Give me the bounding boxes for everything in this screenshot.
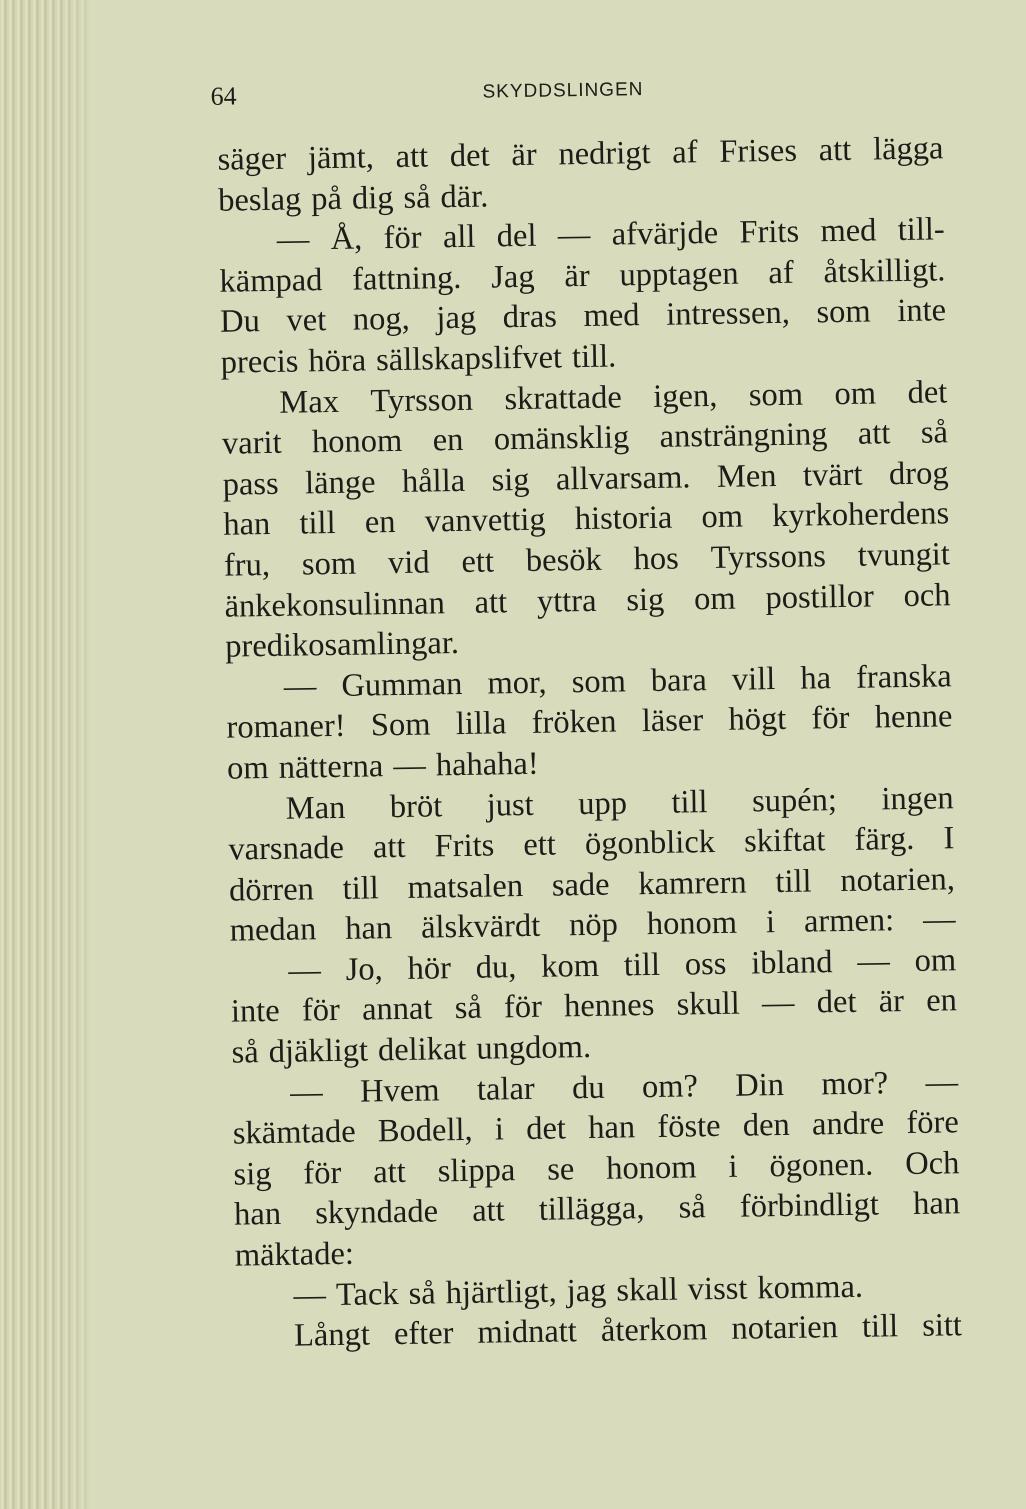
word: skall <box>616 1271 679 1309</box>
word: Din <box>734 1066 785 1104</box>
word: Gumman <box>341 665 463 704</box>
word: ett <box>461 543 495 580</box>
word: han <box>912 1185 961 1223</box>
book-page <box>200 48 982 1460</box>
word: predikosamlingar. <box>224 625 460 665</box>
word: af <box>768 254 794 291</box>
word: före <box>906 1104 960 1142</box>
word: säger <box>217 140 287 178</box>
word: — <box>761 985 795 1022</box>
word: pass <box>222 465 279 503</box>
word: ingen <box>881 779 954 817</box>
word: del <box>496 217 537 255</box>
word: ha <box>800 659 832 697</box>
word: jag <box>566 1272 607 1310</box>
word: om <box>701 498 744 536</box>
word: till <box>299 505 336 542</box>
word: delikat <box>377 1031 467 1069</box>
word: en <box>364 504 396 541</box>
page-number: 64 <box>210 81 237 111</box>
word: att <box>471 1192 505 1230</box>
word: Men <box>716 457 777 495</box>
word: återkom <box>600 1311 708 1350</box>
word: postillor <box>765 578 875 616</box>
word: så <box>920 414 949 451</box>
word: som <box>816 293 871 331</box>
word: historia <box>574 499 673 538</box>
word: att <box>372 828 406 866</box>
word: varsnade <box>228 829 345 868</box>
word: du <box>571 1069 605 1106</box>
word: — <box>288 952 322 989</box>
word: på <box>310 180 343 217</box>
word: dras <box>502 298 558 336</box>
word: hålla <box>401 462 466 500</box>
word: nog, <box>352 301 411 339</box>
word: så <box>408 1275 436 1312</box>
word: hennes <box>563 987 655 1025</box>
word: drog <box>888 455 949 492</box>
word: Å, <box>330 220 363 258</box>
word: afvärjde <box>611 215 719 253</box>
word: vill <box>731 660 776 698</box>
word: I <box>943 820 955 857</box>
word: skiftat <box>743 822 826 860</box>
word: ögonblick <box>584 824 716 863</box>
word: andre <box>811 1105 885 1143</box>
word: om <box>693 580 736 617</box>
word: talar <box>476 1070 535 1108</box>
word: att <box>857 415 891 452</box>
word: medan <box>229 911 317 949</box>
word: henne <box>874 698 953 736</box>
word: för <box>503 989 543 1026</box>
word: föste <box>657 1108 721 1146</box>
word: dörren <box>228 871 315 909</box>
word: i <box>494 1111 505 1148</box>
word: Tyrsson <box>370 381 474 419</box>
word: vet <box>286 302 327 340</box>
word: mor, <box>487 664 547 702</box>
word: till. <box>571 338 617 376</box>
word: sade <box>551 866 610 904</box>
word: är <box>878 983 905 1020</box>
word: Frises <box>719 132 798 170</box>
word: och <box>903 576 951 614</box>
word: ett <box>523 826 557 864</box>
word: — <box>283 667 317 705</box>
word: som <box>748 376 804 413</box>
word: änkekonsulinnan <box>224 584 446 625</box>
word: hjärtligt, <box>445 1273 557 1311</box>
word: djäkligt <box>268 1032 369 1071</box>
page-edge-shadow <box>60 0 120 1509</box>
word: hör <box>407 950 452 987</box>
word: — <box>922 901 956 939</box>
word: hos <box>633 540 680 578</box>
word: läser <box>641 702 704 740</box>
word: varit <box>221 424 282 462</box>
word: intressen, <box>665 295 791 334</box>
word: till <box>671 783 708 821</box>
word: beslag <box>217 181 302 219</box>
word: fröken <box>531 703 617 742</box>
word: — <box>276 221 310 259</box>
word: jag <box>436 300 477 337</box>
word: ibland <box>750 944 833 982</box>
word: tillägga, <box>538 1190 645 1229</box>
word: han <box>223 506 271 544</box>
word: att <box>395 138 429 175</box>
word: efter <box>393 1315 454 1353</box>
word: som <box>571 663 627 700</box>
word: inte <box>230 993 280 1031</box>
word: Jo, <box>345 951 383 988</box>
word: franska <box>855 657 952 696</box>
word: för <box>303 1154 342 1192</box>
word: mäktade: <box>234 1235 355 1274</box>
word: Långt <box>293 1316 371 1354</box>
word: jämt, <box>307 139 375 177</box>
word: det <box>449 137 490 175</box>
word: annat <box>361 990 433 1029</box>
word: bara <box>650 661 708 699</box>
word: sällskapslifvet <box>375 339 563 379</box>
word: — <box>293 1276 327 1314</box>
word: Max <box>279 383 340 421</box>
word: vid <box>387 544 430 582</box>
word: Frits <box>739 213 800 251</box>
word: inte <box>897 292 947 330</box>
word: allvarsam. <box>555 459 691 498</box>
word: i <box>765 904 776 941</box>
word: tvärt <box>802 456 863 494</box>
word: till <box>861 1308 899 1345</box>
word: Bodell, <box>377 1112 473 1150</box>
word: se <box>546 1151 575 1188</box>
word: mor? <box>821 1064 889 1103</box>
word: det <box>525 1110 567 1148</box>
word: förbindligt <box>739 1186 880 1226</box>
word: han <box>587 1109 636 1147</box>
word: oss <box>684 945 727 983</box>
word: — <box>289 1073 324 1111</box>
word: du, <box>475 949 517 986</box>
word: till- <box>897 211 945 249</box>
word: är <box>511 136 537 174</box>
word: för <box>301 992 341 1029</box>
word: älskvärdt <box>420 908 541 946</box>
word: nedrigt <box>558 134 651 173</box>
word: Hvem <box>359 1072 440 1110</box>
word: sig <box>626 581 665 618</box>
word: nöp <box>568 906 619 944</box>
word: Du <box>219 303 261 341</box>
word: höra <box>308 342 367 380</box>
word: om <box>834 374 877 412</box>
word: kyrkoherdens <box>771 495 950 535</box>
word: sig <box>233 1155 272 1193</box>
word: skull <box>676 986 741 1024</box>
word: Tyrssons <box>710 538 827 576</box>
word: dig <box>351 179 394 217</box>
word: hahaha! <box>435 745 539 784</box>
word: med <box>583 297 640 335</box>
word: Och <box>904 1145 960 1182</box>
word: att <box>372 1153 407 1191</box>
word: visst <box>687 1270 748 1308</box>
word: fattning. <box>351 259 462 298</box>
word: notarien, <box>840 860 956 899</box>
running-head <box>200 70 961 122</box>
word: vanvettig <box>424 501 546 540</box>
word: så <box>678 1189 706 1227</box>
word: — <box>557 217 591 254</box>
word: kamrern <box>638 864 747 902</box>
word: sig <box>491 461 530 499</box>
word: igen, <box>652 377 718 415</box>
word: omänsklig <box>493 419 630 458</box>
word: skrattade <box>504 378 623 417</box>
word: som <box>301 545 357 583</box>
word: till <box>623 946 661 984</box>
word: så <box>231 1034 259 1071</box>
word: slippa <box>437 1152 516 1190</box>
word: är <box>564 257 590 295</box>
word: honom <box>646 904 738 943</box>
word: den <box>742 1107 791 1144</box>
word: yttra <box>536 582 597 620</box>
word: för <box>811 700 850 737</box>
word: fru, <box>223 546 271 584</box>
word: så <box>454 990 483 1027</box>
word: — <box>393 747 427 784</box>
word: besök <box>525 541 602 579</box>
word: Frits <box>434 827 495 865</box>
word: till <box>775 863 812 900</box>
word: honom <box>311 423 403 461</box>
word: komma. <box>757 1268 864 1307</box>
word: det <box>816 984 857 1021</box>
word: midnatt <box>477 1313 578 1352</box>
word: tvungit <box>857 536 951 574</box>
word: sitt <box>921 1307 963 1345</box>
word: armen: <box>803 902 895 940</box>
word: ungdom. <box>476 1029 592 1067</box>
word: honom <box>605 1149 697 1187</box>
word: Som <box>370 706 431 744</box>
word: lilla <box>455 705 507 743</box>
word: just <box>486 786 534 824</box>
word: notarien <box>731 1309 839 1348</box>
word: Jag <box>490 258 535 296</box>
word: där. <box>440 178 489 215</box>
word: för <box>383 219 422 257</box>
word: — <box>857 943 891 980</box>
word: nätterna <box>278 748 384 786</box>
word: lägga <box>872 130 944 168</box>
running-title: SKYDDSLINGEN <box>482 79 644 103</box>
word: om <box>226 749 269 787</box>
word: ansträngning <box>659 416 828 455</box>
word: ögonen. <box>769 1146 874 1185</box>
word: upp <box>577 784 628 822</box>
word: färg. <box>854 820 915 858</box>
body-text <box>217 128 962 1357</box>
word: att <box>474 583 508 621</box>
word: om <box>914 942 957 979</box>
word: i <box>728 1148 738 1185</box>
word: kom <box>540 947 600 985</box>
word: länge <box>304 464 376 502</box>
word: Man <box>285 789 346 827</box>
word: till <box>342 869 380 907</box>
word: om? <box>641 1067 699 1105</box>
word: att <box>818 131 852 169</box>
word: högt <box>728 701 787 739</box>
word: supén; <box>751 781 838 819</box>
word: han <box>233 1196 282 1234</box>
word: så <box>403 178 431 216</box>
word: all <box>442 218 476 256</box>
word: bröt <box>389 787 443 825</box>
word: med <box>820 212 877 250</box>
word: en <box>432 422 464 459</box>
word: kämpad <box>219 261 323 300</box>
word: matsalen <box>407 867 524 906</box>
word: Tack <box>335 1275 399 1313</box>
word: han <box>344 910 393 948</box>
word: skämtade <box>232 1113 356 1152</box>
word: upptagen <box>619 255 739 294</box>
word: af <box>671 134 698 171</box>
word: precis <box>220 343 299 381</box>
word: en <box>925 982 958 1020</box>
word: skyndade <box>314 1193 439 1232</box>
word: — <box>925 1063 959 1101</box>
word: det <box>907 373 948 411</box>
word: åtskilligt. <box>823 252 946 291</box>
word: romaner! <box>226 708 346 746</box>
